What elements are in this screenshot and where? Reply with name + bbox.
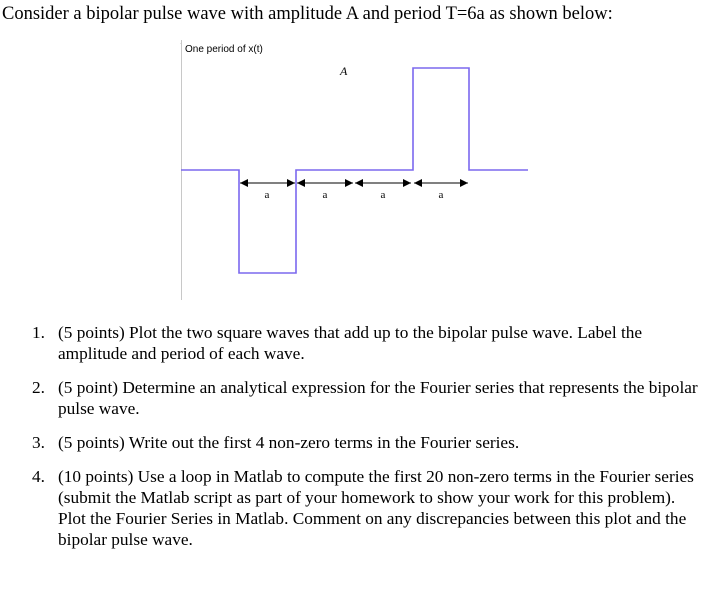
interval-label-1: a xyxy=(264,189,270,201)
problem-text: (5 point) Determine an analytical expression for the Fourier series that represents the bipolar pulse wave. xyxy=(58,378,698,418)
intro-text: Consider a bipolar pulse wave with amplitude A and period T=6a as shown below: xyxy=(2,4,613,24)
amplitude-label: A xyxy=(340,64,348,78)
interval-label-2: a xyxy=(322,189,328,201)
problem-text: (5 points) Plot the two square waves that add up to the bipolar pulse wave. Label the amplitude and period of each wave. xyxy=(58,323,643,363)
problem-item xyxy=(0,466,709,550)
problem-item xyxy=(0,322,709,364)
problem-number: 2. xyxy=(32,378,45,397)
problem-text: (10 points) Use a loop in Matlab to compute the first 20 non-zero terms in the Fourier series (submit the Matlab script as part of your homework to show your work for this problem). Plot the Fourier Series in Matlab. Comment on any discrepancies between this plot and the bipolar pulse wave. xyxy=(58,467,694,549)
waveform-svg xyxy=(178,38,530,300)
problem-item xyxy=(0,432,709,453)
problem-number: 4. xyxy=(32,467,45,486)
problem-list xyxy=(0,322,709,563)
figure-caption: One period of x(t) xyxy=(185,44,263,55)
bipolar-pulse-signal xyxy=(181,68,528,273)
bipolar-pulse-figure xyxy=(178,38,530,300)
interval-label-3: a xyxy=(380,189,386,201)
interval-label-4: a xyxy=(438,189,444,201)
problem-number: 1. xyxy=(32,323,45,342)
problem-item xyxy=(0,377,709,419)
problem-number: 3. xyxy=(32,433,45,452)
problem-text: (5 points) Write out the first 4 non-zero terms in the Fourier series. xyxy=(58,433,520,452)
